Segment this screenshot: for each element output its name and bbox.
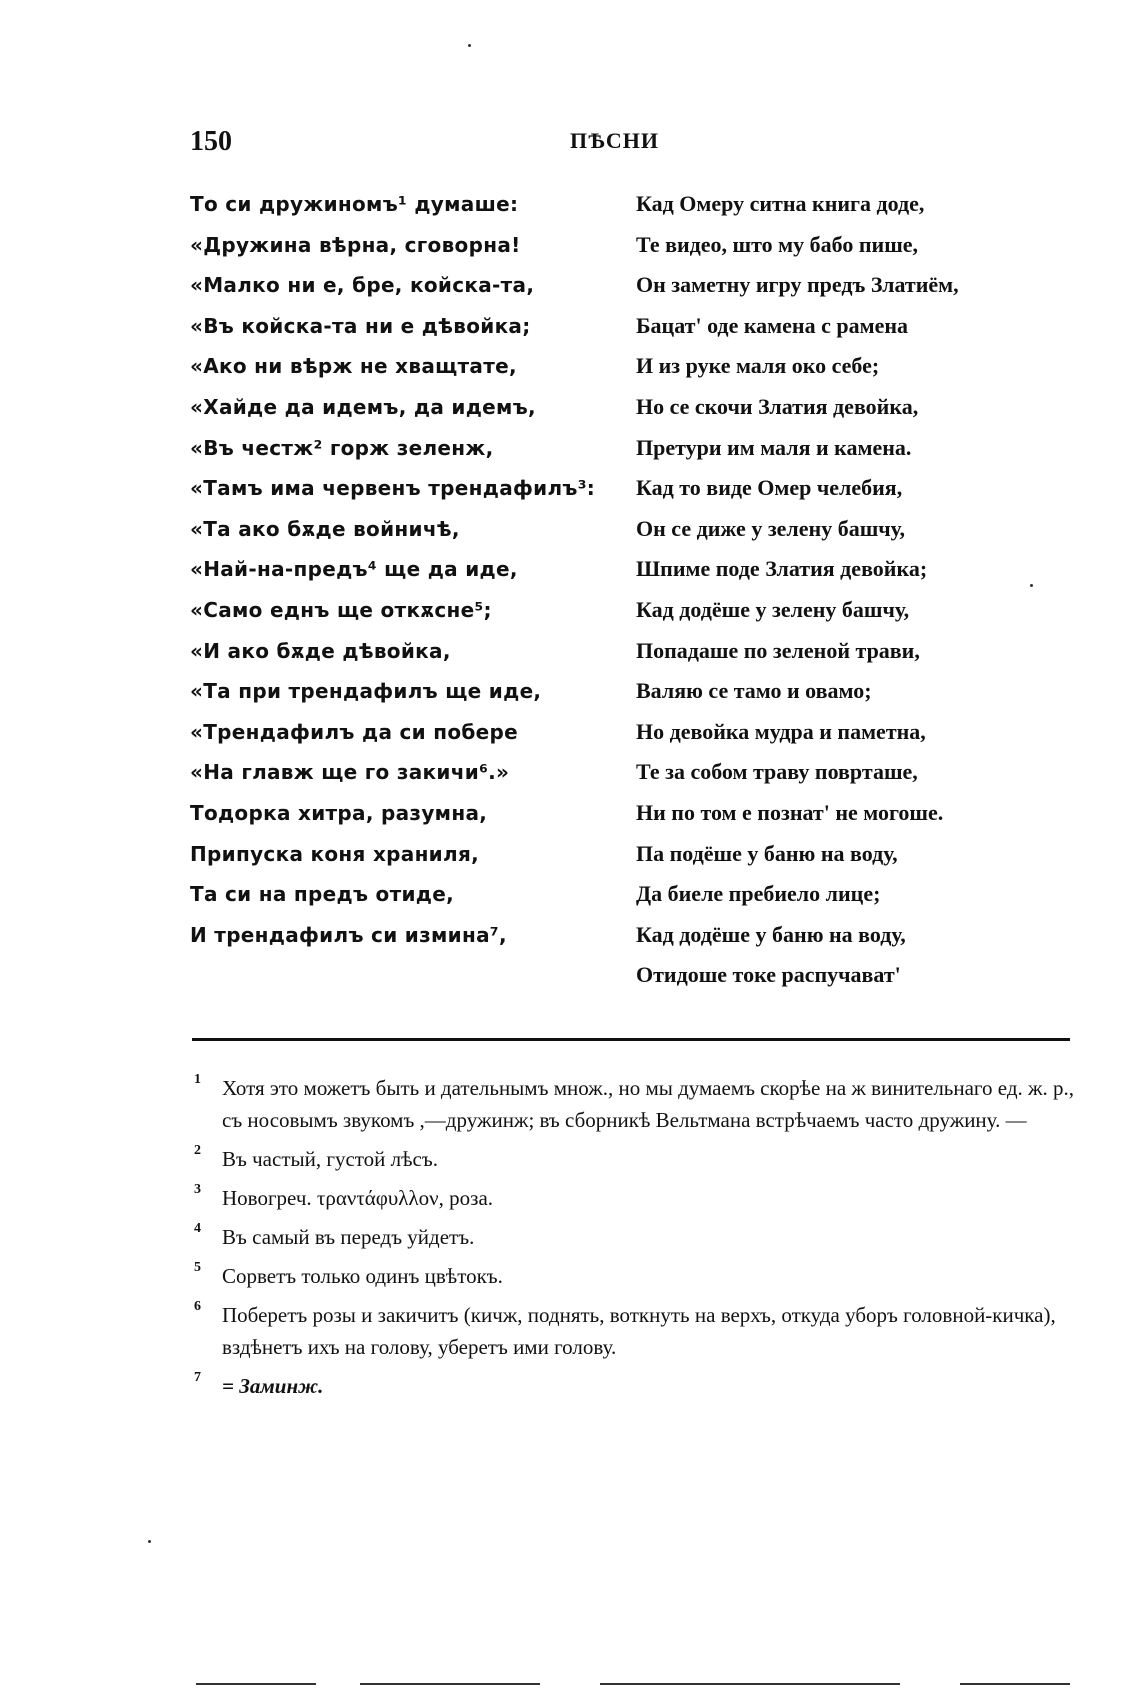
footnote-text: = Заминж.	[222, 1374, 324, 1398]
verse-line: И из руке маля око себе;	[636, 353, 880, 379]
footnote-text: Сорветъ только одинъ цвѣтокъ.	[222, 1264, 503, 1288]
verse-line: Те видео, што му бабо пише,	[636, 231, 919, 257]
page-header	[190, 126, 1070, 166]
verse-line: Кад додёше у зелену башчу,	[636, 596, 910, 622]
footnote	[194, 1072, 1074, 1136]
verse-line: «На главж ще го закичи⁶.»	[190, 760, 510, 785]
verse-line: Валяю се тамо и овамо;	[636, 678, 872, 704]
verse-line: Па подёше у баню на воду,	[636, 840, 898, 866]
verse-line: Кад то виде Омер челебия,	[636, 475, 903, 501]
verse-line: «Въ койска-та ни е дѣвойка;	[190, 313, 531, 338]
scan-edge-line	[600, 1683, 900, 1685]
verse-line: Отидоше токе распучават'	[636, 962, 901, 988]
footnote	[194, 1182, 1074, 1214]
verse-line: Шпиме поде Златия девойка;	[636, 556, 928, 582]
verse-line: Бацат' оде камена с рамена	[636, 312, 909, 338]
verse-line: Он се диже у зелену башчу,	[636, 515, 905, 541]
verse-line: «Най-на-предъ⁴ ще да иде,	[190, 557, 518, 582]
verse-line: Ни по том е познат' не могоше.	[636, 799, 944, 825]
footnote-mark: 4	[194, 1221, 201, 1236]
verse-line: Тодорка хитра, разумна,	[190, 800, 488, 825]
left-verse-column	[190, 184, 610, 955]
scan-edge-line	[196, 1683, 316, 1685]
verse-line: И трендафилъ си измина⁷,	[190, 922, 507, 947]
verse-line: Он заметну игру предъ Златиём,	[636, 272, 959, 298]
footnote-text: Новогреч. τραντάφυλλον, роза.	[222, 1186, 494, 1210]
verse-line: «Тамъ има червенъ трендафилъ³:	[190, 476, 596, 501]
verse-line: «Само еднъ ще откѫсне⁵;	[190, 597, 492, 622]
footnote-mark: 6	[194, 1299, 201, 1314]
verse-line: Претури им маля и камена.	[636, 434, 912, 460]
verse-line: «Хайде да идемъ, да идемъ,	[190, 394, 536, 419]
scan-edge-line	[360, 1683, 540, 1685]
verse-line: «Въ честж² горж зеленж,	[190, 435, 494, 460]
verse-line: «Та ако бѫде войничѣ,	[190, 516, 460, 541]
verse-line: Кад Омеру ситна книга доде,	[636, 191, 925, 216]
footnote-text: Въ самый въ передъ уйдетъ.	[222, 1225, 475, 1249]
verse-line: Да биеле пребиело лице;	[636, 881, 881, 907]
footnote	[194, 1143, 1074, 1175]
footnote	[194, 1299, 1074, 1363]
verse-line: То си дружиномъ¹ думаше:	[190, 192, 519, 216]
verse-line: Попадаше по зеленой трави,	[636, 637, 920, 663]
verse-line: Припуска коня храниля,	[190, 841, 479, 866]
footnote	[194, 1260, 1074, 1292]
footnotes	[194, 1072, 1074, 1409]
footnote-mark: 5	[194, 1260, 201, 1275]
verse-line: Та си на предъ отиде,	[190, 882, 455, 907]
verse-line: «Малко ни е, бре, койска-та,	[190, 273, 535, 298]
footnote-text: Поберетъ розы и закичитъ (кичж, поднять, воткнуть на верхъ, откуда уборъ головной-кичка), вздѣнетъ ихъ на голову, уберетъ ими голову.	[222, 1303, 1056, 1359]
footnote-text: Хотя это можетъ быть и дательнымъ множ., но мы думаемъ скорѣе на ж винительнаго ед. ж. р., съ носовымъ звукомъ ,—дружинж; въ сборникѣ Вельтмана встрѣчаемъ часто дружину. —	[222, 1076, 1075, 1132]
scan-speck	[148, 1540, 151, 1543]
footnote-text: Въ частый, густой лѣсъ.	[222, 1147, 438, 1171]
scan-edge-line	[960, 1683, 1070, 1685]
verse-line: «Трендафилъ да си побере	[190, 719, 519, 744]
scan-speck	[468, 44, 471, 47]
verse-line: Но се скочи Златия девойка,	[636, 393, 919, 419]
footnote	[194, 1370, 1074, 1402]
verse-line: Кад додёше у баню на воду,	[636, 921, 906, 947]
verse-line: Те за собом траву поврташе,	[636, 759, 918, 785]
footnote-mark: 7	[194, 1370, 201, 1385]
verse-line: «Дружина вѣрна, сговорна!	[190, 232, 521, 257]
footnote-mark: 1	[194, 1072, 201, 1087]
verse-line: «И ако бѫде дѣвойка,	[190, 638, 451, 663]
footnote-mark: 3	[194, 1182, 201, 1197]
page-number: 150	[190, 126, 232, 157]
right-verse-column	[636, 184, 1096, 996]
verse-line: «Ако ни вѣрж не хващтате,	[190, 354, 517, 379]
verse-line: «Та при трендафилъ ще иде,	[190, 679, 542, 704]
footnote	[194, 1221, 1074, 1253]
running-title: ПѢСНИ	[570, 128, 660, 153]
scan-speck	[1030, 584, 1033, 587]
verse-line: Но девойка мудра и паметна,	[636, 718, 926, 744]
footnote-divider	[192, 1038, 1070, 1041]
footnote-mark: 2	[194, 1143, 201, 1158]
